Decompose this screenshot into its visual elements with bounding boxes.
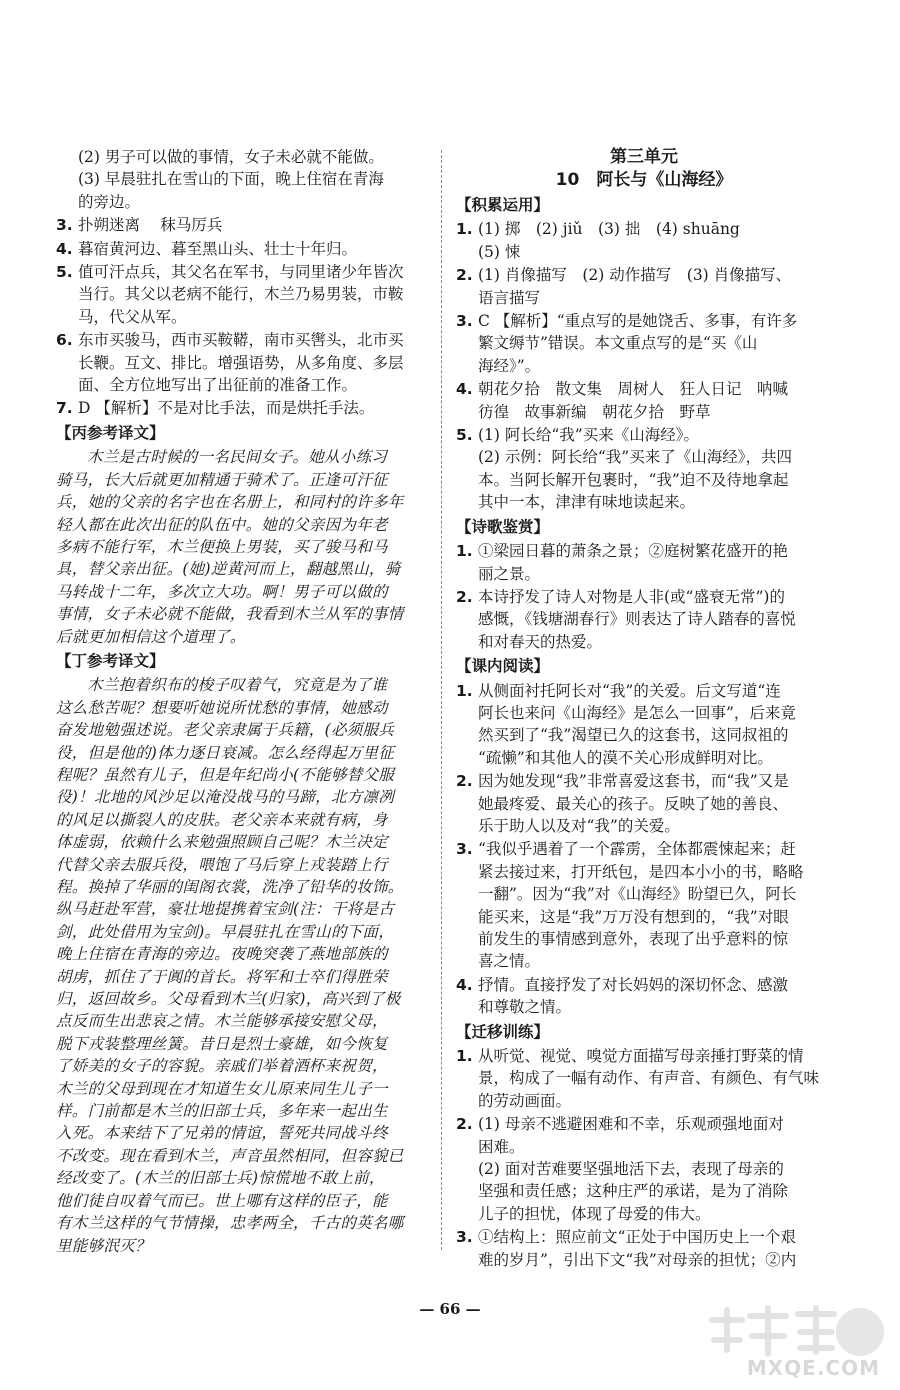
translation-line: 程呢？虽然有儿子，但是年纪尚小(不能够替父服 [56,765,395,784]
answers-top [56,146,428,420]
answer-line: 喜之情。 [478,952,541,971]
section-title-reading: 【课内阅读】 [456,657,550,676]
translation-line: 脱下戎装整理丝簧。昔日是烈士豪雄，如今恢复 [56,1034,388,1053]
section-title-poetry: 【诗歌鉴赏】 [456,517,550,536]
translation-line: 这么愁苦呢？想要听她说所忧愁的事情，她感动 [56,698,388,717]
answer-item [456,264,832,309]
unit-title: 第三单元 [610,147,678,167]
answer-item [456,680,832,770]
answer-number: 4. [456,975,473,994]
section-title-ding: 【丁参考译文】 [56,651,165,670]
translation-line: 代替父亲去服兵役，喂饱了马后穿上戎装踏上行 [56,855,388,874]
answer-item [456,424,832,514]
watermark-site: MXQE.COM [746,1356,880,1380]
answer-line: 景，构成了一幅有动作、有声音、有颜色、有气味 [478,1069,820,1088]
left-column [56,146,428,1258]
answer-line: (3) 早晨驻扎在雪山的下面，晚上住宿在青海 [78,170,384,189]
answer-line: 然买到了“我”渴望已久的这套书，这同叔祖的 [478,726,789,745]
answer-number: 2. [456,1115,473,1134]
column-divider [441,150,442,1250]
answer-line: 的劳动画面。 [478,1091,572,1110]
answer-line: 从侧面衬托阿长对“我”的关爱。后文写道“连 [478,681,781,700]
answer-number: 1. [456,1047,473,1066]
answer-item [456,310,832,377]
answer-line: 困难。 [478,1137,525,1156]
answer-line: ①结构上：照应前文“正处于中国历史上一个艰 [478,1228,796,1247]
answer-line: 语言描写 [478,288,541,307]
answer-item [456,838,832,972]
translation-line: 具，替父亲出征。(她)逆黄河而上，翻越黑山，骑 [56,560,401,579]
translation-line: 胡虏，抓住了于阗的首长。将军和士卒们得胜荣 [56,967,388,986]
answer-line: ①梁园日暮的萧条之景；②庭树繁花盛开的艳 [478,542,789,561]
answer-number: 1. [456,681,473,700]
answer-number: 1. [456,220,473,239]
translation-line: 马转战十二年，多次立大功。啊！男子可以做的 [56,582,388,601]
answer-item [456,770,832,837]
answer-line: 紧去接过来，打开纸包，是四本小小的书，略略 [478,862,804,881]
answer-item [56,329,428,396]
answer-item [456,1113,832,1225]
answer-line: (2) 示例：阿长给“我”买来了《山海经》，共四 [478,448,792,467]
answer-item [456,378,832,423]
answer-number: 2. [456,266,473,285]
transfer-answers [456,1045,832,1271]
answer-number: 4. [456,380,473,399]
answer-number: 5. [56,263,73,282]
translation-line: 役)！北地的风沙足以淹没战马的马蹄，北方凛冽 [56,788,395,807]
translation-line: 有木兰这样的气节情操，忠孝两全，千古的英名哪 [56,1214,404,1233]
answer-line: “我似乎遇着了一个霹雳，全体都震悚起来；赶 [478,840,796,859]
translation-line: 样。门前都是木兰的旧部士兵，多年来一起出生 [56,1102,388,1121]
answer-line: 抒情。直接抒发了对长妈妈的深切怀念、感激 [478,975,789,994]
translation-line: 点反而生出悲哀之情。木兰能够承接安慰父母， [56,1012,388,1031]
translation-line: 里能够泯灭？ [56,1236,151,1255]
answer-number: 2. [456,772,473,791]
page-number: — 66 — [419,1300,481,1318]
answer-number: 3. [456,1228,473,1247]
answer-item [56,214,428,236]
translation-line: 他们徒自叹着气而已。世上哪有这样的臣子，能 [56,1191,388,1210]
translation-line: 木兰的父母到现在才知道生女儿原来同生儿子一 [56,1079,388,1098]
translation-line: 归，返回故乡。父母看到木兰(归家)，高兴到了极 [56,990,401,1009]
answer-line: 马，代父从军。 [78,307,187,326]
answer-line: 和对春天的热爱。 [478,632,603,651]
answer-item [456,974,832,1019]
poetry-answers [456,540,832,653]
answer-line: 的旁边。 [78,192,141,211]
translation-ding [56,674,428,1257]
answer-line: 其中一本，津津有味地读起来。 [478,493,696,512]
answer-line: 儿子的担忧，体现了母爱的伟大。 [478,1204,711,1223]
translation-line: 了娇美的女子的容貌。亲戚们举着酒杯来祝贺， [56,1057,388,1076]
answer-item [56,146,428,213]
translation-line: 入死。本来结下了兄弟的情谊，誓死共同战斗终 [56,1124,388,1143]
answer-number: 1. [456,542,473,561]
answer-line: 本。当阿长解开包裹时，“我”迫不及待地拿起 [478,470,789,489]
translation-line: 木兰是古时候的一名民间女子。她从小练习 [87,448,388,467]
answer-number: 4. [56,239,73,258]
reading-answers [456,680,832,1019]
translation-line: 程。换掉了华丽的闺阁衣裳，洗净了铅华的妆饰。 [56,878,404,896]
answer-line: “疏懒”和其他人的漠不关心形成鲜明对比。 [478,748,773,767]
section-title-transfer: 【迁移训练】 [456,1022,550,1041]
answer-item [56,238,428,260]
answer-line: 值可汗点兵，其父名在军书，与同里诸少年皆次 [78,263,404,282]
answer-line: 暮宿黄河边、暮至黑山头、壮士十年归。 [78,239,358,258]
answer-line: 感慨，《钱塘湖春行》则表达了诗人踏春的喜悦 [478,610,796,629]
answer-number: 6. [56,331,73,350]
answer-line: 当行。其父以老病不能行，木兰乃易男装，市鞍 [78,285,404,304]
translation-line: 兵，她的父亲的名字也在名册上，和同村的许多年 [56,493,404,512]
answer-number: 2. [456,587,473,606]
translation-line: 晚上住宿在青海的旁边。夜晚突袭了燕地部族的 [56,945,388,964]
answer-line: 和尊敬之情。 [478,998,572,1017]
translation-line: 骑马，长大后就更加精通于骑术了。正逢可汗征 [56,470,388,489]
translation-line: 剑，此处借用为宝剑)。早晨驻扎在雪山的下面， [56,922,395,941]
lesson-title: 10 阿长与《山海经》 [555,170,733,190]
answer-line: (2) 面对苦难要坚强地活下去，表现了母亲的 [478,1160,784,1179]
answer-number: 7. [56,399,73,418]
translation-line: 经改变了。(木兰的旧部士兵)惊慌地不敢上前， [56,1169,385,1188]
answer-line: C 【解析】“重点写的是她饶舌、多事，有许多 [478,312,798,331]
answer-line: 乐于助人以及对“我”的关爱。 [478,816,680,835]
translation-bing [56,446,428,648]
answer-line: (5) 悚 [478,242,521,261]
translation-line: 木兰抱着织布的梭子叹着气，究竟是为了谁 [87,676,388,695]
answer-line: 东市买骏马，西市买鞍鞯，南市买辔头，北市买 [78,331,404,350]
translation-line: 役，但是他的)体力逐日衰减。怎么经得起万里征 [56,743,395,762]
translation-line: 奋发地勉强述说。老父亲隶属于兵籍，(必须服兵 [56,721,395,740]
section-title-bing: 【丙参考译文】 [56,423,165,442]
translation-line: 的风足以撕裂人的皮肤。老父亲本来就有病，身 [56,810,388,829]
answer-number: 3. [456,312,473,331]
section-title-accumulation: 【积累运用】 [456,196,550,214]
answer-line: 一翻”。因为“我”对《山海经》盼望已久，阿长 [478,885,797,904]
answer-line: 从听觉、视觉、嗅觉方面描写母亲捶打野菜的情 [478,1047,804,1066]
answer-item [456,218,832,263]
answer-line: (1) 阿长给“我”买来《山海经》。 [478,426,699,445]
answer-line: 扑朔迷离 秣马厉兵 [78,216,223,235]
translation-line: 体虚弱，依赖什么来勉强照顾自己呢？木兰决定 [56,833,388,852]
translation-line: 轻人都在此次出征的队伍中。她的父亲因为年老 [56,515,388,534]
answer-line: (1) 掷 (2) jiǔ (3) 拙 (4) shuāng [478,220,740,239]
answer-line: 本诗抒发了诗人对物是人非(或“盛衰无常”)的 [478,587,785,606]
answer-line: 阿长也来问《山海经》是怎么一回事”，后来竟 [478,703,796,722]
answer-line: 能买来，这是“我”万万没有想到的，“我”对眼 [478,907,789,926]
translation-line: 纵马赶赴军营，豪壮地提携着宝剑(注：干将是古 [56,900,395,919]
answer-item [456,586,832,653]
answer-line: 难的岁月”，引出下文“我”对母亲的担忧；②内 [478,1250,797,1269]
answer-line: 坚强和责任感；这种庄严的承诺，是为了消除 [478,1182,789,1201]
answer-line: 她最疼爱、最关心的孩子。反映了她的善良、 [478,794,789,813]
answer-item [456,1045,832,1112]
answer-item [456,1226,832,1271]
answer-line: 前发生的事情感到意外，表现了出乎意料的惊 [478,930,789,948]
answer-line: 海经》”。 [478,356,541,375]
translation-line: 后就更加相信这个道理了。 [56,627,246,646]
answer-line: 因为她发现“我”非常喜爱这套书，而“我”又是 [478,772,789,791]
translation-line: 不改变。现在看到木兰，声音虽然相同，但容貌已 [56,1146,404,1165]
answer-line: 丽之景。 [478,564,541,583]
translation-line: 事情，女子未必就不能做，我看到木兰从军的事情 [56,605,404,624]
answer-line: (1) 母亲不逃避困难和不幸，乐观顽强地面对 [478,1115,784,1134]
answer-line: (2) 男子可以做的事情，女子未必就不能做。 [78,148,384,166]
answer-line: 繁文缛节”错误。本文重点写的是“买《山 [478,334,758,353]
right-column [456,146,832,1272]
answer-item [456,540,832,585]
answer-line: 彷徨 故事新编 朝花夕拾 野草 [478,402,711,421]
answer-number: 3. [456,840,473,859]
answer-item [56,397,428,419]
answer-line: (1) 肖像描写 (2) 动作描写 (3) 肖像描写、 [478,266,792,285]
translation-line: 多病不能行军，木兰便换上男装，买了骏马和马 [56,537,388,556]
answer-line: D 【解析】不是对比手法，而是烘托手法。 [78,399,375,418]
answer-number: 3. [56,216,73,235]
accumulation-answers [456,218,832,513]
answer-number: 5. [456,426,473,445]
answer-item [56,261,428,328]
answer-line: 长鞭。互文、排比。增强语势，从多角度、多层 [78,353,404,372]
answer-line: 面、全方位地写出了出征前的准备工作。 [78,376,358,395]
answer-line: 朝花夕拾 散文集 周树人 狂人日记 呐喊 [478,380,789,399]
